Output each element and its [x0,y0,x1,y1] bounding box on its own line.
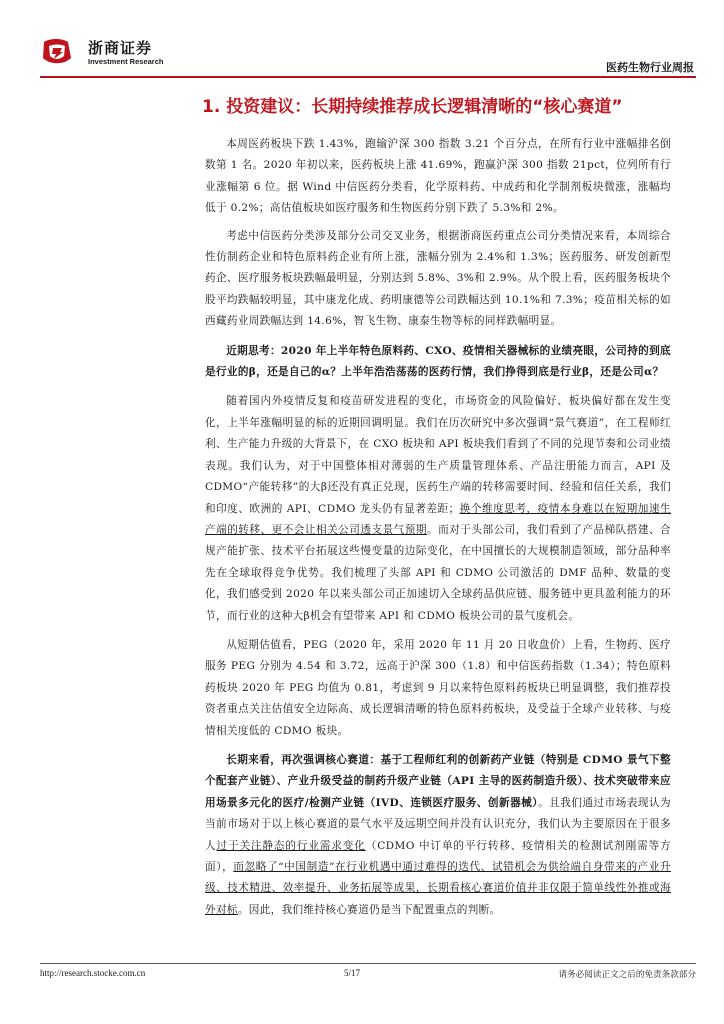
underlined-static-demand-text: 过于关注静态的行业需求变化 [216,839,366,852]
paragraph-weekly-market: 本周医药板块下跌 1.43%，跑输沪深 300 指数 3.21 个百分点，在所有行业中涨幅排名倒数第 1 名。2020 年初以来，医药板块上涨 41.69%，跑赢沪深 300 指数 21pct，位列所有行业涨幅第 6 位。据 Wind 中信医药分类看，化学原料药、中成药和化学制剂板块微涨，涨幅均低于 0.2%；高估值板块如医疗服务和生物医药分别下跌了 5.3%和 2%。 [205,138,671,215]
footer-url-link[interactable]: http://research.stocke.com.cn [40,968,146,978]
paragraph-subsector-performance: 考虑中信医药分类涉及部分公司交叉业务，根据浙商医药重点公司分类情况来看，本周综合性仿制药企业和特色原料药企业有所上涨，涨幅分别为 2.4%和 1.3%；医药服务、研发创新型药企、医疗服务板块跌幅最明显，分别达到 5.8%、3%和 2.9%。从个股上看，医药服务板块个股平均跌幅较明显，其中康龙化成、药明康德等公司跌幅达到 10.1%和 7.3%；疫苗相关标的如西藏药业周跌幅达到 14.6%，智飞生物、康泰生物等标的同样跌幅明显。 [205,229,671,328]
paragraph-recent-thinking [205,341,671,384]
core-tracks-bold-text: 长期来看，再次强调核心赛道：基于工程师红利的创新药产业链（特别是 CDMO 景气下整个配套产业链）、产业升级受益的制药升级产业链（API 主导的医药制造升级）、技术突破带来应用场景多元化的医疗/检测产业链（IVD、连锁医疗服务、创新器械） [205,753,671,809]
footer-disclaimer: 请务必阅读正文之后的免责条款部分 [558,970,696,980]
recent-thinking-text: 近期思考：2020 年上半年特色原料药、CXO、疫情相关器械标的业绩亮眼，公司持的到底是行业的β，还是自己的α？上半年浩浩荡荡的医药行情，我们挣得到底是行业β，还是公司α？ [205,344,671,379]
page-header [40,34,696,76]
footer-divider [40,963,696,964]
section-title: 1. 投资建议：长期持续推荐成长逻辑清晰的“核心赛道” [202,97,623,117]
paragraph-capacity-transfer [205,391,671,626]
underlined-china-manufacturing-text: 而忽略了“中国制造”在行业机遇中通过难得的迭代、试错机会为供给端自身带来的产业升级、技术精进、效率提升、业务拓展等成果，长期看核心赛道价值并非仅限于简单线性外推或海外对标 [205,861,672,916]
header-divider [40,76,696,78]
logo-name: 浙商证券 [88,39,153,57]
paragraph-valuation: 从短期估值看，PEG（2020 年，采用 2020 年 11 月 20 日收盘价）上看，生物药、医疗服务 PEG 分别为 4.54 和 3.72，远高于沪深 300（1.8）和中信医药指数（1.34）；特色原料药板块 2020 年 PEG 均值为 0.81，考虑到 9 月以来特色原料药板块已明显调整，我们推荐投资者重点关注估值安全边际高、成长逻辑清晰的特色原料药板块，及受益于全球产业转移、与疫情相关度低的 CDMO 板块。 [205,638,671,737]
underlined-dimension-text: 换个维度思考，疫情本身难以在短期加速生产端的转移、更不会让相关公司透支景气预期 [205,502,671,536]
core-tracks-conclusion: 。因此，我们维持核心赛道仍是当下配置重点的判断。 [237,903,501,916]
capacity-transfer-conclusion: 。而对于头部公司，我们看到了产品梯队搭建、合规产能扩张、技术平台拓展这些慢变量的边际变化，在中国擅长的大规模制造领域，部分品种率先在全球取得竞争优势。我们梳理了头部 API 和 CDMO 公司激活的 DMF 品种、数量的变化，我们感受到 2020 年以来头部公司正加速切入全球药品供应链、服务链中更具盈利能力的环节，而行业的这种大β机会有望带来 API 和 CDMO 板块公司的景气度机会。 [205,523,672,622]
capacity-transfer-text: 随着国内外疫情反复和疫苗研发进程的变化，市场资金的风险偏好、板块偏好都在发生变化，上半年涨幅明显的标的近期回调明显。我们在历次研究中多次强调“景气赛道”，在工程师红利、生产能力升级的大背景下，在 CXO 板块和 API 板块我们看到了不同的兑现节奏和公司业绩表现。我们认为，对于中国整体相对薄弱的生产质量管理体系、产品注册能力而言，API 及 CDMO“产能转移”的大β还没有真正兑现，医药生产端的转移需要时间、经验和信任关系，我们和印度、欧洲的 API、CDMO 龙头仍有显著差距； [205,395,671,515]
report-body [205,134,671,925]
paragraph-core-tracks [205,750,671,921]
core-tracks-examples: （CDMO 中订单的平行转移、疫情相关的检测试剂刚需等方面）， [205,839,671,873]
report-type-label: 医药生物行业周报 [606,61,694,74]
core-tracks-text: 。且我们通过市场表现认为当前市场对于以上核心赛道的景气水平及远期空间并没有认识充分，我们认为主要原因在于很多人 [205,796,671,852]
logo-tagline: Investment Research [88,57,164,66]
page-number: 5/17 [344,968,361,978]
zheshang-logo-icon [40,38,74,66]
